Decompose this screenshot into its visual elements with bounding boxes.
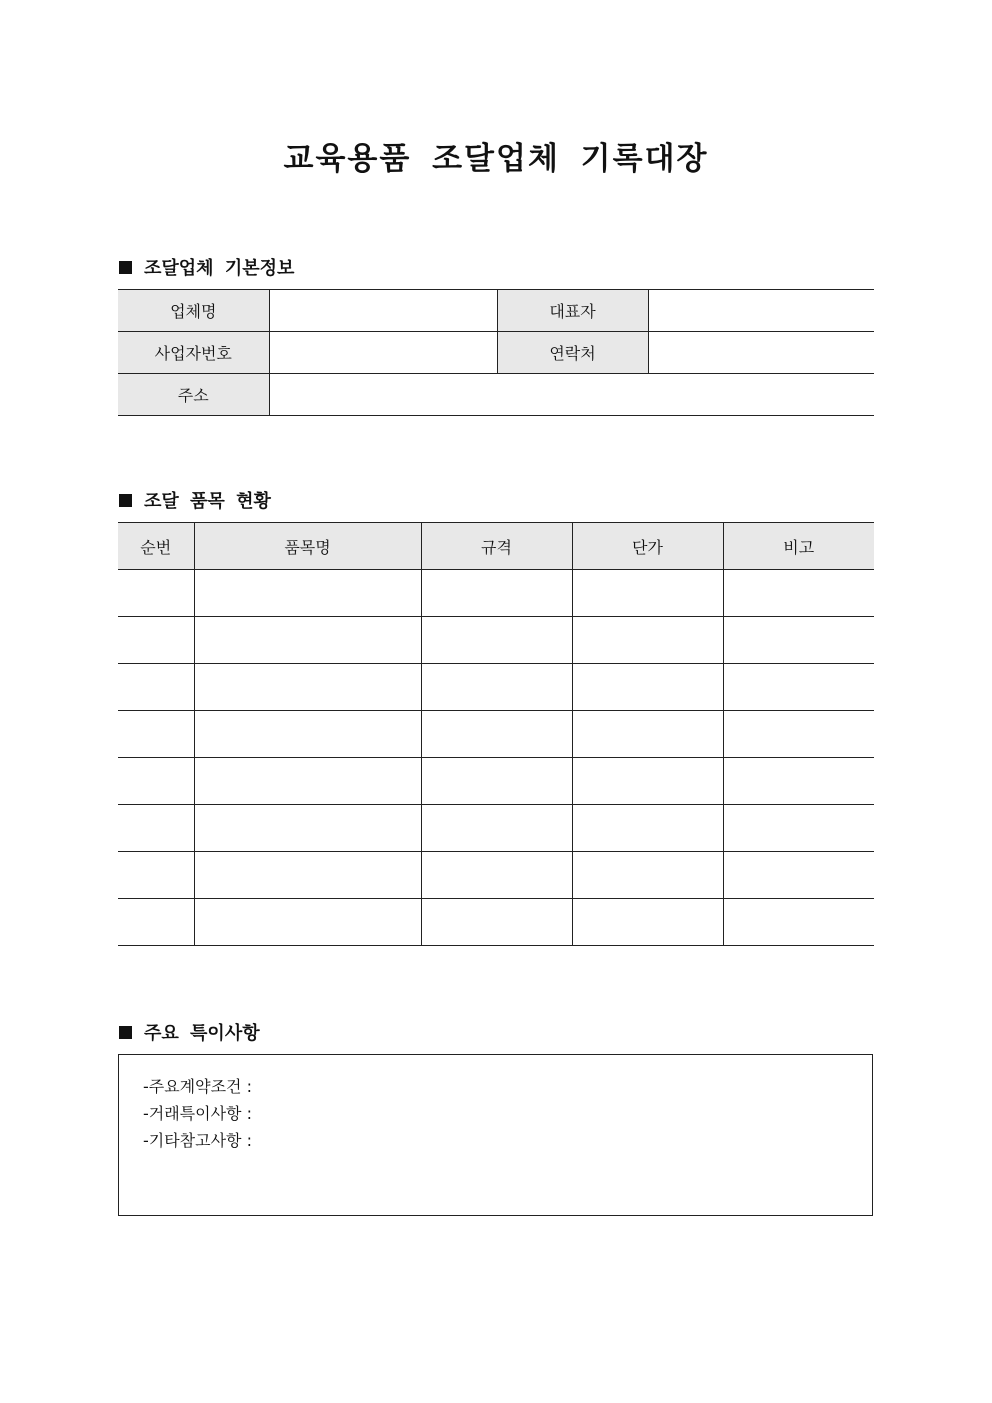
table-row: [118, 332, 874, 374]
table-cell[interactable]: [572, 758, 723, 805]
section-title: 주요 특이사항: [144, 1023, 260, 1044]
table-row: [118, 374, 874, 416]
table-cell[interactable]: [421, 617, 572, 664]
address-field[interactable]: [269, 374, 874, 416]
table-row: [118, 899, 874, 946]
table-row: [118, 758, 874, 805]
representative-field[interactable]: [648, 290, 874, 332]
note-transaction-remarks: -거래특이사항 :: [143, 1104, 252, 1123]
table-cell[interactable]: [723, 852, 874, 899]
table-cell[interactable]: [118, 852, 194, 899]
table-cell[interactable]: [421, 711, 572, 758]
company-name-label: 업체명: [118, 290, 269, 332]
table-cell[interactable]: [723, 758, 874, 805]
table-row: [118, 617, 874, 664]
table-cell[interactable]: [118, 899, 194, 946]
table-cell[interactable]: [194, 711, 421, 758]
table-cell[interactable]: [194, 899, 421, 946]
table-cell[interactable]: [421, 899, 572, 946]
table-cell[interactable]: [118, 758, 194, 805]
section-heading-items: [119, 487, 271, 513]
square-bullet-icon: [119, 1026, 132, 1039]
table-cell[interactable]: [723, 617, 874, 664]
table-cell[interactable]: [194, 758, 421, 805]
company-name-field[interactable]: [269, 290, 497, 332]
column-header-unit-price: 단가: [572, 523, 723, 570]
table-cell[interactable]: [723, 570, 874, 617]
section-title: 조달 품목 현황: [144, 491, 271, 512]
business-number-field[interactable]: [269, 332, 497, 374]
column-header-remarks: 비고: [723, 523, 874, 570]
table-row: [118, 852, 874, 899]
table-cell[interactable]: [194, 852, 421, 899]
section-heading-notes: [119, 1019, 260, 1045]
column-header-item-name: 품목명: [194, 523, 421, 570]
address-label: 주소: [118, 374, 269, 416]
column-header-spec: 규격: [421, 523, 572, 570]
table-cell[interactable]: [118, 617, 194, 664]
table-cell[interactable]: [194, 805, 421, 852]
table-cell[interactable]: [572, 899, 723, 946]
table-row: [118, 711, 874, 758]
business-number-label: 사업자번호: [118, 332, 269, 374]
section-title: 조달업체 기본정보: [144, 258, 295, 279]
table-cell[interactable]: [421, 758, 572, 805]
table-cell[interactable]: [723, 899, 874, 946]
note-contract-terms: -주요계약조건 :: [143, 1077, 252, 1096]
column-header-number: 순번: [118, 523, 194, 570]
items-table: [118, 522, 874, 946]
contact-field[interactable]: [648, 332, 874, 374]
table-cell[interactable]: [118, 711, 194, 758]
square-bullet-icon: [119, 261, 132, 274]
table-cell[interactable]: [572, 617, 723, 664]
table-row: [118, 664, 874, 711]
table-cell[interactable]: [723, 805, 874, 852]
notes-box[interactable]: [118, 1054, 873, 1216]
table-cell[interactable]: [118, 570, 194, 617]
table-cell[interactable]: [194, 664, 421, 711]
square-bullet-icon: [119, 494, 132, 507]
table-cell[interactable]: [421, 570, 572, 617]
table-cell[interactable]: [572, 852, 723, 899]
contact-label: 연락처: [497, 332, 648, 374]
table-cell[interactable]: [118, 664, 194, 711]
document-title: 교육용품 조달업체 기록대장: [283, 141, 709, 177]
table-cell[interactable]: [723, 711, 874, 758]
note-other-references: -기타참고사항 :: [143, 1131, 252, 1150]
table-cell[interactable]: [421, 852, 572, 899]
table-header-row: [118, 523, 874, 570]
table-cell[interactable]: [421, 664, 572, 711]
table-row: [118, 805, 874, 852]
section-heading-basic-info: [119, 254, 294, 280]
table-cell[interactable]: [572, 664, 723, 711]
table-row: [118, 290, 874, 332]
table-cell[interactable]: [572, 711, 723, 758]
table-row: [118, 570, 874, 617]
table-cell[interactable]: [118, 805, 194, 852]
table-cell[interactable]: [572, 805, 723, 852]
representative-label: 대표자: [497, 290, 648, 332]
basic-info-table: [118, 289, 874, 416]
table-cell[interactable]: [194, 570, 421, 617]
table-cell[interactable]: [723, 664, 874, 711]
table-cell[interactable]: [421, 805, 572, 852]
table-cell[interactable]: [194, 617, 421, 664]
table-cell[interactable]: [572, 570, 723, 617]
